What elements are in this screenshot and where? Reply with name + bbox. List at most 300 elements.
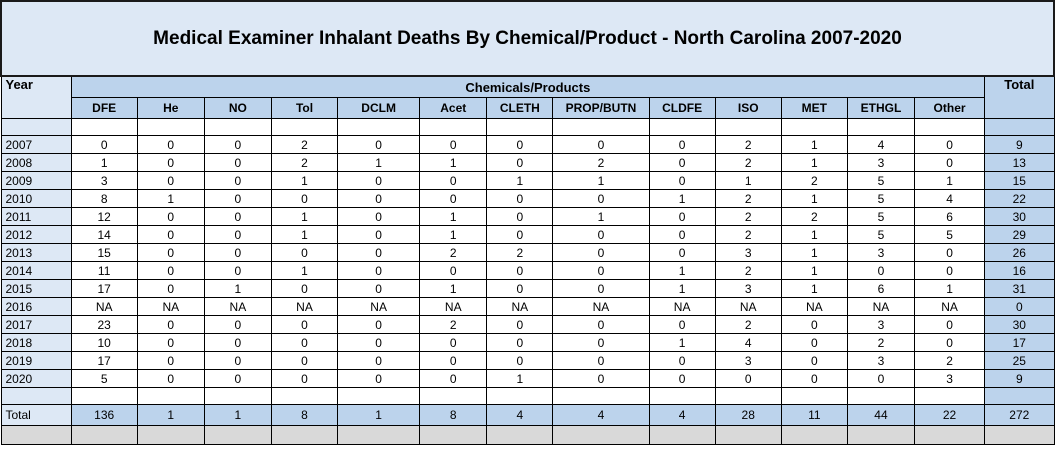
value-cell: 0	[137, 208, 204, 226]
value-cell: 5	[847, 190, 914, 208]
value-cell: 0	[204, 316, 271, 334]
value-cell: 0	[553, 190, 649, 208]
footer-cell	[487, 426, 553, 445]
row-total-cell: 31	[985, 280, 1054, 298]
value-cell: 0	[553, 316, 649, 334]
value-cell: 0	[553, 244, 649, 262]
value-cell: 2	[487, 244, 553, 262]
value-cell: 0	[420, 136, 487, 154]
value-cell: 0	[487, 352, 553, 370]
value-cell: 1	[71, 154, 137, 172]
value-cell: 0	[338, 208, 420, 226]
value-cell: 0	[271, 334, 337, 352]
value-cell: 2	[715, 316, 781, 334]
value-cell: 0	[420, 370, 487, 388]
value-cell: 0	[781, 334, 847, 352]
value-cell: NA	[137, 298, 204, 316]
blank-cell	[71, 388, 137, 405]
year-cell: 2016	[1, 298, 71, 316]
row-total-cell: 30	[985, 316, 1054, 334]
footer-cell	[915, 426, 985, 445]
value-cell: 0	[338, 316, 420, 334]
footer-cell	[553, 426, 649, 445]
chemicals-group-header: Chemicals/Products	[71, 76, 985, 98]
blank-cell	[553, 388, 649, 405]
value-cell: 1	[271, 208, 337, 226]
value-cell: 0	[649, 136, 715, 154]
value-cell: 0	[915, 334, 985, 352]
value-cell: 0	[271, 352, 337, 370]
value-cell: 1	[781, 190, 847, 208]
year-cell: 2008	[1, 154, 71, 172]
value-cell: 1	[781, 226, 847, 244]
row-total-cell: 17	[985, 334, 1054, 352]
value-cell: 0	[137, 352, 204, 370]
column-header: PROP/BUTN	[553, 98, 649, 119]
blank-cell	[487, 119, 553, 136]
grand-total-cell: 272	[985, 405, 1054, 426]
value-cell: 0	[204, 352, 271, 370]
value-cell: 1	[781, 262, 847, 280]
footer-row	[1, 426, 1054, 445]
column-total-cell: 28	[715, 405, 781, 426]
value-cell: 0	[420, 172, 487, 190]
value-cell: 0	[553, 262, 649, 280]
value-cell: 2	[715, 208, 781, 226]
value-cell: 0	[137, 244, 204, 262]
column-header: ETHGL	[847, 98, 914, 119]
value-cell: 0	[137, 262, 204, 280]
row-total-cell: 29	[985, 226, 1054, 244]
value-cell: 0	[420, 190, 487, 208]
value-cell: 0	[204, 226, 271, 244]
column-header: CLETH	[487, 98, 553, 119]
blank-cell	[985, 388, 1054, 405]
value-cell: 0	[420, 334, 487, 352]
value-cell: 0	[553, 334, 649, 352]
value-cell: 8	[71, 190, 137, 208]
footer-cell	[204, 426, 271, 445]
year-cell: 2013	[1, 244, 71, 262]
year-cell: 2017	[1, 316, 71, 334]
column-total-cell: 8	[271, 405, 337, 426]
value-cell: 0	[420, 262, 487, 280]
value-cell: NA	[487, 298, 553, 316]
value-cell: 1	[420, 280, 487, 298]
value-cell: 3	[71, 172, 137, 190]
value-cell: 3	[847, 352, 914, 370]
value-cell: 1	[204, 280, 271, 298]
value-cell: 0	[338, 334, 420, 352]
column-header: Other	[915, 98, 985, 119]
value-cell: 2	[553, 154, 649, 172]
row-total-cell: 25	[985, 352, 1054, 370]
value-cell: 3	[715, 244, 781, 262]
value-cell: 0	[338, 172, 420, 190]
value-cell: 0	[204, 136, 271, 154]
value-cell: 0	[553, 352, 649, 370]
value-cell: 1	[338, 154, 420, 172]
column-total-cell: 1	[204, 405, 271, 426]
value-cell: 0	[137, 226, 204, 244]
footer-cell	[71, 426, 137, 445]
table-row	[1, 136, 1054, 154]
value-cell: 0	[204, 262, 271, 280]
value-cell: 0	[338, 262, 420, 280]
value-cell: 0	[487, 136, 553, 154]
value-cell: 1	[649, 334, 715, 352]
value-cell: 0	[487, 334, 553, 352]
table-row	[1, 298, 1054, 316]
value-cell: 1	[271, 172, 337, 190]
year-cell: 2011	[1, 208, 71, 226]
blank-cell	[71, 119, 137, 136]
value-cell: 5	[847, 226, 914, 244]
value-cell: NA	[420, 298, 487, 316]
column-header: Acet	[420, 98, 487, 119]
column-total-cell: 4	[553, 405, 649, 426]
value-cell: 0	[338, 352, 420, 370]
value-cell: 0	[204, 334, 271, 352]
blank-cell	[420, 388, 487, 405]
value-cell: 15	[71, 244, 137, 262]
row-total-cell: 15	[985, 172, 1054, 190]
value-cell: 1	[487, 172, 553, 190]
value-cell: 0	[338, 136, 420, 154]
value-cell: 0	[649, 226, 715, 244]
footer-cell	[847, 426, 914, 445]
value-cell: 23	[71, 316, 137, 334]
column-total-cell: 11	[781, 405, 847, 426]
blank-cell	[553, 119, 649, 136]
footer-cell	[420, 426, 487, 445]
totals-row	[1, 405, 1054, 426]
blank-cell	[985, 119, 1054, 136]
value-cell: 0	[649, 370, 715, 388]
value-cell: 0	[487, 154, 553, 172]
value-cell: 0	[649, 316, 715, 334]
table-row	[1, 370, 1054, 388]
value-cell: 0	[204, 190, 271, 208]
value-cell: 1	[271, 262, 337, 280]
value-cell: 1	[649, 190, 715, 208]
year-header: Year	[1, 76, 71, 119]
value-cell: 0	[915, 154, 985, 172]
value-cell: 2	[715, 136, 781, 154]
value-cell: 0	[649, 172, 715, 190]
value-cell: 0	[137, 334, 204, 352]
total-header: Total	[985, 76, 1054, 119]
column-header: MET	[781, 98, 847, 119]
value-cell: 4	[915, 190, 985, 208]
blank-cell	[487, 388, 553, 405]
value-cell: 6	[847, 280, 914, 298]
table-row	[1, 154, 1054, 172]
blank-cell	[847, 119, 914, 136]
year-cell: 2014	[1, 262, 71, 280]
value-cell: 1	[781, 136, 847, 154]
value-cell: 0	[847, 262, 914, 280]
value-cell: 1	[420, 208, 487, 226]
totals-label: Total	[1, 405, 71, 426]
column-header: DCLM	[338, 98, 420, 119]
value-cell: NA	[553, 298, 649, 316]
value-cell: 1	[553, 172, 649, 190]
value-cell: 0	[137, 370, 204, 388]
value-cell: 1	[137, 190, 204, 208]
value-cell: 0	[781, 370, 847, 388]
value-cell: 5	[847, 172, 914, 190]
value-cell: 3	[847, 154, 914, 172]
value-cell: 5	[915, 226, 985, 244]
value-cell: 2	[715, 262, 781, 280]
value-cell: 0	[137, 136, 204, 154]
blank-cell	[204, 388, 271, 405]
value-cell: 2	[420, 244, 487, 262]
blank-cell	[338, 388, 420, 405]
value-cell: 0	[271, 370, 337, 388]
value-cell: 2	[271, 136, 337, 154]
row-total-cell: 16	[985, 262, 1054, 280]
column-header: Tol	[271, 98, 337, 119]
column-total-cell: 1	[137, 405, 204, 426]
value-cell: 3	[715, 280, 781, 298]
footer-cell	[1, 426, 71, 445]
value-cell: 1	[915, 280, 985, 298]
value-cell: 0	[915, 316, 985, 334]
value-cell: 0	[204, 154, 271, 172]
value-cell: 5	[847, 208, 914, 226]
column-total-cell: 44	[847, 405, 914, 426]
value-cell: 0	[204, 172, 271, 190]
blank-cell	[781, 119, 847, 136]
blank-cell	[137, 119, 204, 136]
table-row	[1, 244, 1054, 262]
table-row	[1, 280, 1054, 298]
blank-cell	[649, 388, 715, 405]
row-total-cell: 9	[985, 370, 1054, 388]
blank-cell	[715, 119, 781, 136]
blank-cell	[715, 388, 781, 405]
value-cell: 0	[271, 316, 337, 334]
blank-cell	[271, 388, 337, 405]
value-cell: 0	[649, 208, 715, 226]
year-cell: 2020	[1, 370, 71, 388]
value-cell: 0	[271, 244, 337, 262]
value-cell: 3	[915, 370, 985, 388]
value-cell: 4	[847, 136, 914, 154]
value-cell: 6	[915, 208, 985, 226]
value-cell: NA	[71, 298, 137, 316]
value-cell: NA	[915, 298, 985, 316]
footer-cell	[649, 426, 715, 445]
value-cell: 0	[915, 262, 985, 280]
row-total-cell: 22	[985, 190, 1054, 208]
blank-cell	[271, 119, 337, 136]
value-cell: 0	[204, 370, 271, 388]
blank-cell	[847, 388, 914, 405]
column-total-cell: 4	[649, 405, 715, 426]
table-row	[1, 316, 1054, 334]
value-cell: 0	[649, 154, 715, 172]
value-cell: 0	[204, 244, 271, 262]
blank-row	[1, 388, 1054, 405]
footer-cell	[781, 426, 847, 445]
year-cell: 2019	[1, 352, 71, 370]
value-cell: 1	[781, 280, 847, 298]
blank-cell	[649, 119, 715, 136]
blank-cell	[1, 119, 71, 136]
value-cell: 0	[137, 280, 204, 298]
value-cell: 1	[649, 262, 715, 280]
value-cell: 5	[71, 370, 137, 388]
value-cell: 3	[847, 244, 914, 262]
value-cell: 0	[487, 316, 553, 334]
value-cell: 0	[649, 352, 715, 370]
year-cell: 2007	[1, 136, 71, 154]
value-cell: 2	[715, 190, 781, 208]
footer-cell	[271, 426, 337, 445]
value-cell: NA	[649, 298, 715, 316]
value-cell: 10	[71, 334, 137, 352]
value-cell: 0	[420, 352, 487, 370]
value-cell: 0	[915, 244, 985, 262]
table-row	[1, 226, 1054, 244]
row-total-cell: 26	[985, 244, 1054, 262]
value-cell: 0	[781, 352, 847, 370]
value-cell: 3	[847, 316, 914, 334]
table-row	[1, 262, 1054, 280]
column-header: DFE	[71, 98, 137, 119]
value-cell: 1	[553, 208, 649, 226]
value-cell: 0	[781, 316, 847, 334]
year-cell: 2009	[1, 172, 71, 190]
column-total-cell: 1	[338, 405, 420, 426]
column-total-cell: 22	[915, 405, 985, 426]
row-total-cell: 9	[985, 136, 1054, 154]
blank-cell	[915, 388, 985, 405]
value-cell: 0	[487, 208, 553, 226]
table-title: Medical Examiner Inhalant Deaths By Chemical/Product - North Carolina 2007-2020	[1, 1, 1054, 76]
year-cell: 2018	[1, 334, 71, 352]
footer-cell	[985, 426, 1054, 445]
value-cell: 0	[553, 226, 649, 244]
value-cell: 0	[338, 370, 420, 388]
value-cell: 0	[649, 244, 715, 262]
column-header: CLDFE	[649, 98, 715, 119]
value-cell: NA	[781, 298, 847, 316]
footer-cell	[137, 426, 204, 445]
footer-cell	[715, 426, 781, 445]
value-cell: 0	[338, 280, 420, 298]
value-cell: 0	[915, 136, 985, 154]
year-cell: 2010	[1, 190, 71, 208]
value-cell: 2	[781, 172, 847, 190]
table-row	[1, 208, 1054, 226]
value-cell: 2	[420, 316, 487, 334]
table-row	[1, 334, 1054, 352]
value-cell: 0	[553, 136, 649, 154]
value-cell: 0	[137, 316, 204, 334]
column-header: ISO	[715, 98, 781, 119]
value-cell: 2	[847, 334, 914, 352]
value-cell: 0	[137, 154, 204, 172]
column-header: He	[137, 98, 204, 119]
row-total-cell: 0	[985, 298, 1054, 316]
value-cell: NA	[271, 298, 337, 316]
value-cell: 14	[71, 226, 137, 244]
value-cell: 0	[487, 262, 553, 280]
table-row	[1, 190, 1054, 208]
value-cell: 0	[271, 280, 337, 298]
value-cell: 0	[338, 226, 420, 244]
year-cell: 2015	[1, 280, 71, 298]
value-cell: 0	[487, 226, 553, 244]
value-cell: 0	[847, 370, 914, 388]
value-cell: 2	[271, 154, 337, 172]
value-cell: 4	[715, 334, 781, 352]
value-cell: 1	[715, 172, 781, 190]
blank-cell	[1, 388, 71, 405]
value-cell: 0	[271, 190, 337, 208]
column-total-cell: 4	[487, 405, 553, 426]
value-cell: 12	[71, 208, 137, 226]
blank-row	[1, 119, 1054, 136]
table-row	[1, 172, 1054, 190]
value-cell: 1	[781, 154, 847, 172]
value-cell: 0	[338, 190, 420, 208]
value-cell: 2	[715, 226, 781, 244]
value-cell: 0	[71, 136, 137, 154]
value-cell: 0	[715, 370, 781, 388]
value-cell: 2	[715, 154, 781, 172]
value-cell: 0	[553, 280, 649, 298]
value-cell: 3	[715, 352, 781, 370]
table-row	[1, 352, 1054, 370]
row-total-cell: 30	[985, 208, 1054, 226]
value-cell: 1	[781, 244, 847, 262]
value-cell: 1	[420, 154, 487, 172]
column-total-cell: 8	[420, 405, 487, 426]
value-cell: 17	[71, 280, 137, 298]
blank-cell	[420, 119, 487, 136]
blank-cell	[338, 119, 420, 136]
blank-cell	[781, 388, 847, 405]
year-cell: 2012	[1, 226, 71, 244]
value-cell: 17	[71, 352, 137, 370]
value-cell: NA	[715, 298, 781, 316]
value-cell: NA	[338, 298, 420, 316]
value-cell: 2	[781, 208, 847, 226]
value-cell: 1	[271, 226, 337, 244]
column-total-cell: 136	[71, 405, 137, 426]
value-cell: NA	[204, 298, 271, 316]
blank-cell	[137, 388, 204, 405]
footer-cell	[338, 426, 420, 445]
value-cell: 1	[915, 172, 985, 190]
value-cell: 0	[137, 172, 204, 190]
value-cell: 0	[487, 190, 553, 208]
value-cell: 1	[487, 370, 553, 388]
column-header: NO	[204, 98, 271, 119]
row-total-cell: 13	[985, 154, 1054, 172]
value-cell: 2	[915, 352, 985, 370]
blank-cell	[915, 119, 985, 136]
value-cell: 11	[71, 262, 137, 280]
value-cell: 0	[553, 370, 649, 388]
value-cell: 1	[649, 280, 715, 298]
value-cell: 1	[420, 226, 487, 244]
